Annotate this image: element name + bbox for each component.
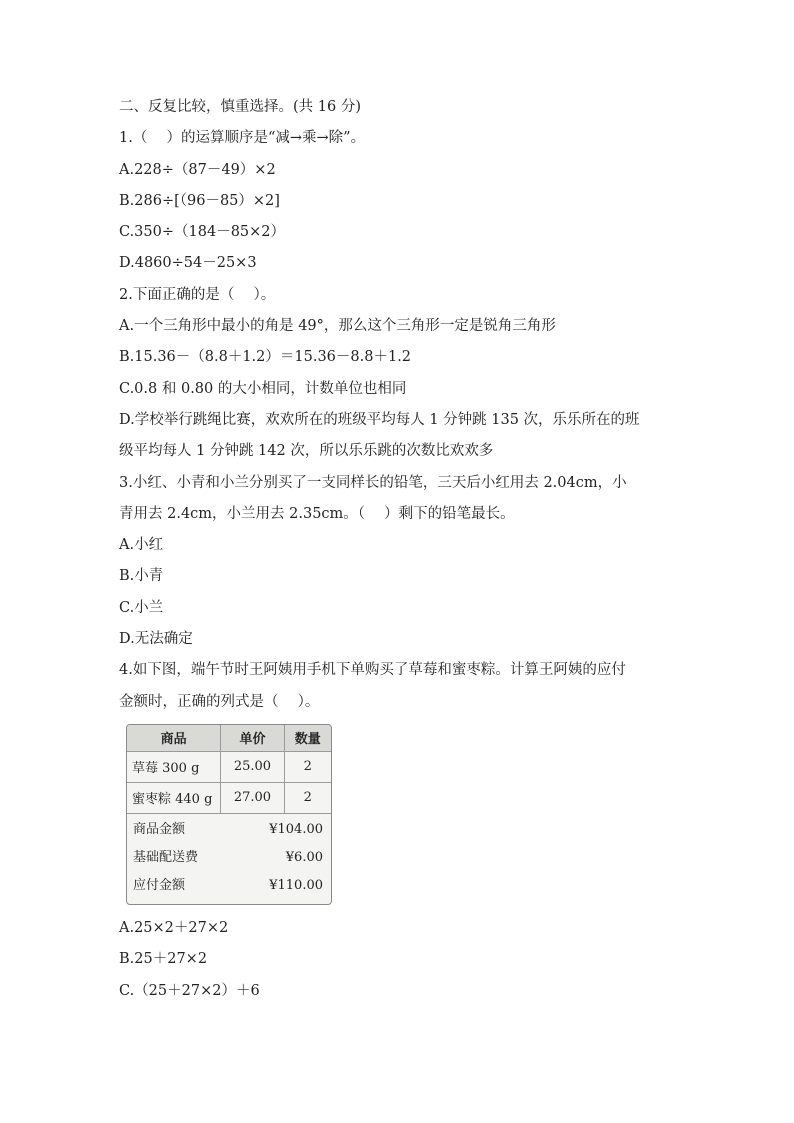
question-3-option-c: C.小兰 (119, 599, 164, 616)
question-1-option-a: A.228÷（87－49）×2 (119, 161, 276, 178)
question-1 (119, 123, 679, 279)
question-2-option-d-continued: 级平均每人 1 分钟跳 142 次，所以乐乐跳的次数比欢欢多 (119, 443, 494, 460)
summary-delivery-fee (133, 844, 323, 872)
question-3-stem: 3.小红、小青和小兰分别买了一支同样长的铅笔，三天后小红用去 2.04cm，小 (119, 474, 627, 491)
question-4-option-a: A.25×2＋27×2 (119, 919, 229, 936)
question-3-stem-continued: 青用去 2.4cm，小兰用去 2.35cm。（ ）剩下的铅笔最长。 (119, 505, 515, 522)
question-4-stem-continued: 金额时，正确的列式是（ ）。 (119, 693, 320, 710)
order-summary (127, 814, 331, 904)
question-1-option-c: C.350÷（184－85×2） (119, 224, 286, 241)
table-row (127, 782, 331, 813)
question-2-option-d: D.学校举行跳绳比赛，欢欢所在的班级平均每人 1 分钟跳 135 次，乐乐所在的班 (119, 411, 640, 428)
question-3-option-b: B.小青 (119, 568, 164, 585)
item-qty: 2 (284, 782, 331, 813)
summary-value: ¥6.00 (285, 849, 323, 865)
question-2-option-c: C.0.8 和 0.80 的大小相同，计数单位也相同 (119, 380, 407, 397)
question-2-option-a: A.一个三角形中最小的角是 49°，那么这个三角形一定是锐角三角形 (119, 318, 556, 335)
summary-value: ¥110.00 (269, 877, 323, 893)
question-2 (119, 280, 679, 468)
col-header-item: 商品 (127, 725, 221, 752)
question-4-option-b: B.25＋27×2 (119, 951, 208, 968)
item-price: 27.00 (221, 782, 284, 813)
col-header-qty: 数量 (284, 725, 331, 752)
item-price: 25.00 (221, 751, 284, 782)
item-name: 蜜枣粽 440 g (127, 782, 221, 813)
summary-label: 基础配送费 (133, 849, 199, 865)
table-row (127, 751, 331, 782)
question-4-stem: 4.如下图，端午节时王阿姨用手机下单购买了草莓和蜜枣粽。计算王阿姨的应付 (119, 662, 626, 679)
question-4 (119, 655, 679, 1006)
summary-amount-payable (133, 872, 323, 900)
question-1-stem: 1.（ ）的运算顺序是“减→乘→除”。 (119, 130, 366, 147)
summary-goods-amount (133, 816, 323, 844)
question-4-option-c: C.（25＋27×2）＋6 (119, 982, 260, 999)
order-table (126, 724, 332, 905)
summary-label: 应付金额 (133, 877, 186, 893)
question-2-option-b: B.15.36－（8.8＋1.2）＝15.36－8.8＋1.2 (119, 349, 412, 366)
item-qty: 2 (284, 751, 331, 782)
worksheet-page (119, 92, 679, 1007)
question-3-option-a: A.小红 (119, 537, 164, 554)
question-2-stem: 2.下面正确的是（ ）。 (119, 286, 276, 303)
col-header-price: 单价 (221, 725, 284, 752)
summary-value: ¥104.00 (269, 821, 323, 837)
summary-label: 商品金额 (133, 821, 186, 837)
section-title: 二、反复比较，慎重选择。(共 16 分) (119, 99, 361, 115)
question-3-option-d: D.无法确定 (119, 631, 193, 648)
question-3 (119, 468, 679, 656)
question-1-option-b: B.286÷[（96－85）×2] (119, 192, 280, 209)
question-1-option-d: D.4860÷54－25×3 (119, 255, 257, 272)
item-name: 草莓 300 g (127, 751, 221, 782)
